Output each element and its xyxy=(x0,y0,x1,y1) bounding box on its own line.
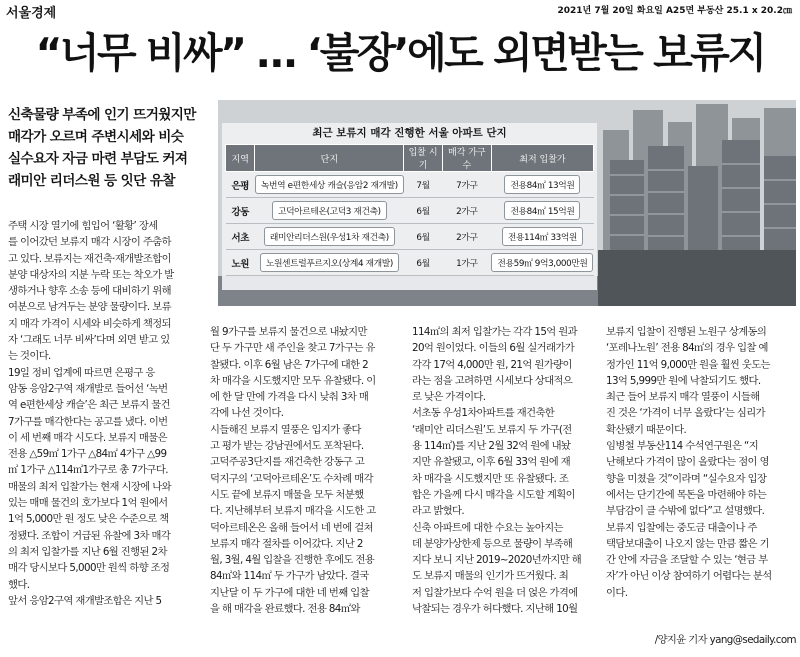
table-row xyxy=(226,198,594,224)
header-min-price: 최저 입찰가 xyxy=(491,145,593,172)
article-line: 진 것은 ‘가격이 너무 올랐다’는 심리가 xyxy=(606,407,765,420)
complex-pill: 노원센트럴푸르지오(상계4 재개발) xyxy=(260,253,399,272)
article-line: 보류지 입찰이 진행된 노원구 상계동의 xyxy=(606,326,767,338)
article-line: 신축 아파트에 대한 수요는 높아지는 xyxy=(412,521,563,534)
article-line: 의 최저 입찰가를 지난 6월 진행된 2차 xyxy=(8,545,167,558)
article-line: 19일 정비 업계에 따르면 은평구 응 xyxy=(8,366,155,379)
subheadline xyxy=(8,104,213,192)
article-line: 에 한 달 만에 가격을 다시 낮춰 3차 매 xyxy=(210,391,369,404)
article-line: 찰됐다. 이후 6월 남은 7가구에 대한 2 xyxy=(210,358,369,371)
article-line: 저 입찰가보다 수억 원을 더 얹은 가격에 xyxy=(412,586,578,599)
cell-region: 강동 xyxy=(226,198,255,224)
cell-complex xyxy=(255,224,404,250)
article-line: 다. 지난해부터 보류지 매각을 시도한 고 xyxy=(210,505,376,518)
price-pill: 전용84㎡ 15억원 xyxy=(504,201,580,220)
article-line: 서초동 우성1차아파트를 재건축한 xyxy=(412,407,555,420)
article-line: 확산됐기 때문이다. xyxy=(606,423,687,436)
byline: /양지윤 기자 yang@sedaily.com xyxy=(654,634,796,646)
article-line: 최근 들어 보류지 매각 열풍이 시들해 xyxy=(606,391,760,404)
price-pill: 전용84㎡ 13억원 xyxy=(504,175,580,194)
article-line: ‘래미안 리더스원’도 보류지 두 가구(전 xyxy=(412,423,572,436)
article-line: 84㎡와 114㎡ 두 가구가 남았다. 결국 xyxy=(210,570,369,583)
article-line: 로 낮은 가격이다. xyxy=(412,391,486,404)
article-line: 이 세 번째 매각 시도다. 보류지 매물은 xyxy=(8,431,167,444)
complex-pill: 녹번역 e편한세상 캐슬(응암2 재개발) xyxy=(255,175,404,194)
cell-period: 6월 xyxy=(404,250,443,276)
article-line: 단 두 가구만 새 주인을 찾고 7가구는 유 xyxy=(210,342,375,355)
article-line: 자 ‘그래도 너무 비싸’다며 외면 받고 있 xyxy=(8,334,170,347)
article-line: 덕아르테온은 올해 들어서 네 번에 걸쳐 xyxy=(210,521,373,534)
article-line: 암동 응암2구역 재개발로 들어선 ‘녹번 xyxy=(8,382,168,395)
article-line: 생하거나 향후 소송 등에 대비하기 위해 xyxy=(8,285,171,298)
article-headline: “너무 비싸” … ‘불장’에도 외면받는 보류지 xyxy=(35,29,765,77)
article-line: 고 있다. 보류지는 재건축·재개발조합이 xyxy=(8,252,171,265)
cell-region: 노원 xyxy=(226,250,255,276)
article-line: 각에 나선 것이다. xyxy=(210,407,284,420)
article-line: 지 매각 가격이 시세와 비슷하게 책정되 xyxy=(8,317,171,330)
price-pill: 전용114㎡ 33억원 xyxy=(502,227,583,246)
article-line: 고 평가 받는 강남권에서도 포착된다. xyxy=(210,440,364,453)
article-column-4 xyxy=(606,324,798,601)
article-line: 지만 유찰됐고, 이후 6월 33억 원에 재 xyxy=(412,456,571,469)
article-line: 1억 5,000만 원 정도 낮은 수준으로 책 xyxy=(8,513,169,526)
table-row xyxy=(226,224,594,250)
cell-period: 6월 xyxy=(404,198,443,224)
article-line: ㎡ 1가구 △114㎡1가구로 총 7가구다. xyxy=(8,464,168,477)
article-line: 20억 원이었다. 이들의 6월 실거래가가 xyxy=(412,342,575,355)
cell-complex xyxy=(255,172,404,198)
cell-min-price xyxy=(491,250,593,276)
article-line: 이다. xyxy=(606,586,628,599)
auction-table xyxy=(225,144,594,276)
article-line: 정됐다. 조합이 거급된 유찰에 3차 매각 xyxy=(8,529,171,542)
subhead-line: 래미안 리더스원 등 잇단 유찰 xyxy=(8,173,175,189)
subhead-line: 실수요자 자금 마련 부담도 커져 xyxy=(8,151,188,167)
article-line: 월, 3월, 4월 입찰을 진행한 후에도 전용 xyxy=(210,554,375,567)
cell-complex xyxy=(255,250,404,276)
article-line: 분양 대상자의 지분 누락 또는 착오가 발 xyxy=(8,268,174,281)
price-pill: 전용59㎡ 9억3,000만원 xyxy=(491,253,593,272)
cell-period: 7월 xyxy=(404,172,443,198)
article-line: ‘포레나노원’ 전용 84㎡의 경우 입찰 예 xyxy=(606,342,768,355)
article-line: 합은 가을께 다시 매각을 시도할 계획이 xyxy=(412,488,575,501)
cell-min-price xyxy=(491,224,593,250)
article-line: 앞서 응암2구역 재개발조합은 지난 5 xyxy=(8,594,162,607)
article-line: 낙찰되는 경우가 허다했다. 지난해 10월 xyxy=(412,603,578,616)
article-line: 시들해진 보류지 열풍은 입지가 좋다 xyxy=(210,423,361,436)
article-column-3 xyxy=(412,324,608,617)
article-line: 고덕주공3단지를 재건축한 강동구 고 xyxy=(210,456,365,469)
article-line: 차 매각을 시도했지만 모두 유찰됐다. 이 xyxy=(210,374,376,387)
table-row xyxy=(226,172,594,198)
header-period: 입찰 시기 xyxy=(404,145,443,172)
article-column-2 xyxy=(210,324,406,617)
article-line: 데 분양가상한제 등으로 물량이 부족해 xyxy=(412,537,573,550)
article-line: 차 매각을 시도했지만 또 유찰됐다. 조 xyxy=(412,472,569,485)
article-line: 전용 △59㎡ 1가구 △84㎡ 4가구 △99 xyxy=(8,448,167,461)
article-line: 주택 시장 열기에 힘입어 ‘활황’ 장세 xyxy=(8,220,158,232)
article-line: 택담보대출이 나오지 않는 만큼 짧은 기 xyxy=(606,537,769,550)
article-line: 임병철 부동산114 수석연구원은 “지 xyxy=(606,440,759,453)
article-line: 라고 밝혔다. xyxy=(412,505,465,518)
cell-units: 2가구 xyxy=(442,224,491,250)
cell-min-price xyxy=(491,198,593,224)
article-line: 도 보류지 매물의 인기가 뜨거웠다. 최 xyxy=(412,570,569,583)
article-line: 각각 17억 4,000만 원, 21억 원가량이 xyxy=(412,358,572,371)
article-line: 를 이어갔던 보류지 매각 시장이 주춤하 xyxy=(8,236,171,249)
article-line: 보류지 매각 절차를 이어갔다. 지난 2 xyxy=(210,537,363,550)
table-row xyxy=(226,250,594,276)
table-title: 최근 보류지 매각 진행한 서울 아파트 단지 xyxy=(312,127,507,139)
cell-min-price xyxy=(491,172,593,198)
article-line: 을 해 매각을 완료했다. 전용 84㎡와 xyxy=(210,603,360,616)
cell-region: 은평 xyxy=(226,172,255,198)
article-line: 지난달 이 두 가구에 대한 네 번째 입찰 xyxy=(210,586,369,599)
article-line: 에서는 단기간에 목돈을 마련해야 하는 xyxy=(606,488,767,501)
auction-table-panel xyxy=(222,123,597,290)
subhead-line: 매각가 오르며 주변시세와 비슷 xyxy=(8,129,184,145)
cell-complex xyxy=(255,198,404,224)
article-line: 월 9가구를 보류지 물건으로 내놨지만 xyxy=(210,326,367,338)
table-header-row xyxy=(226,145,594,172)
article-line: 용 114㎡)를 지난 2월 32억 원에 내놨 xyxy=(412,440,571,453)
article-line: 향을 미쳤을 것”이라며 “실수요자 입장 xyxy=(606,472,767,485)
article-line: 여분으로 남겨두는 분양 물량이다. 보류 xyxy=(8,301,171,314)
header-region: 지역 xyxy=(226,145,255,172)
header-units: 매각 가구 수 xyxy=(442,145,491,172)
article-line: 난해보다 가격이 많이 올랐다는 점이 영 xyxy=(606,456,769,469)
article-line: 7가구를 매각한다는 공고를 냈다. 이번 xyxy=(8,415,168,428)
article-line: 자’가 아닌 이상 참여하기 어렵다는 분석 xyxy=(606,570,772,583)
newspaper-masthead: 서울경제 xyxy=(6,6,57,21)
article-line: 114㎡의 최저 입찰가는 각각 15억 원과 xyxy=(412,326,577,338)
article-line: 정가인 11억 9,000만 원을 훨씬 웃도는 xyxy=(606,358,770,371)
complex-pill: 고덕아르테온(고덕3 재건축) xyxy=(272,201,387,220)
article-line: 는 것이다. xyxy=(8,350,51,363)
cell-period: 6월 xyxy=(404,224,443,250)
cell-units: 7가구 xyxy=(442,172,491,198)
dateline: 2021년 7월 20일 화요일 A25면 부동산 25.1 x 20.2㎝ xyxy=(557,6,792,16)
article-line: 부담감이 클 수밖에 없다”고 설명했다. xyxy=(606,505,765,518)
cell-units: 2가구 xyxy=(442,198,491,224)
article-line: 시도 끝에 보류지 매물을 모두 처분했 xyxy=(210,488,364,501)
article-line: 했다. xyxy=(8,578,30,591)
article-line: 지다 보니 지난 2019~2020년까지만 해 xyxy=(412,554,582,567)
article-line: 역 e편한세상 캐슬’은 최근 보류지 물건 xyxy=(8,399,170,412)
article-line: 13억 5,999만 원에 낙찰되기도 했다. xyxy=(606,374,761,387)
article-line: 있는 매매 물건의 호가보다 1억 원에서 xyxy=(8,497,168,510)
article-line: 매각 당시보다 5,000만 원씩 하향 조정 xyxy=(8,562,170,575)
article-line: 간 안에 자금을 조달할 수 있는 ‘현금 부 xyxy=(606,554,768,567)
cell-region: 서초 xyxy=(226,224,255,250)
article-line: 라는 점을 고려하면 시세보다 상대적으 xyxy=(412,374,573,387)
complex-pill: 래미안리더스원(우성1차 재건축) xyxy=(264,227,395,246)
cell-units: 1가구 xyxy=(442,250,491,276)
article-column-1 xyxy=(8,218,208,609)
article-line: 매물의 최저 입찰가는 현재 시장에 나와 xyxy=(8,480,171,493)
subhead-line: 신축물량 부족에 인기 뜨거웠지만 xyxy=(8,107,196,123)
header-complex: 단지 xyxy=(255,145,404,172)
article-line: 덕지구의 ‘고덕아르테온’도 수차례 매각 xyxy=(210,472,373,485)
article-line: 보류지 입찰에는 중도금 대출이나 주 xyxy=(606,521,757,534)
